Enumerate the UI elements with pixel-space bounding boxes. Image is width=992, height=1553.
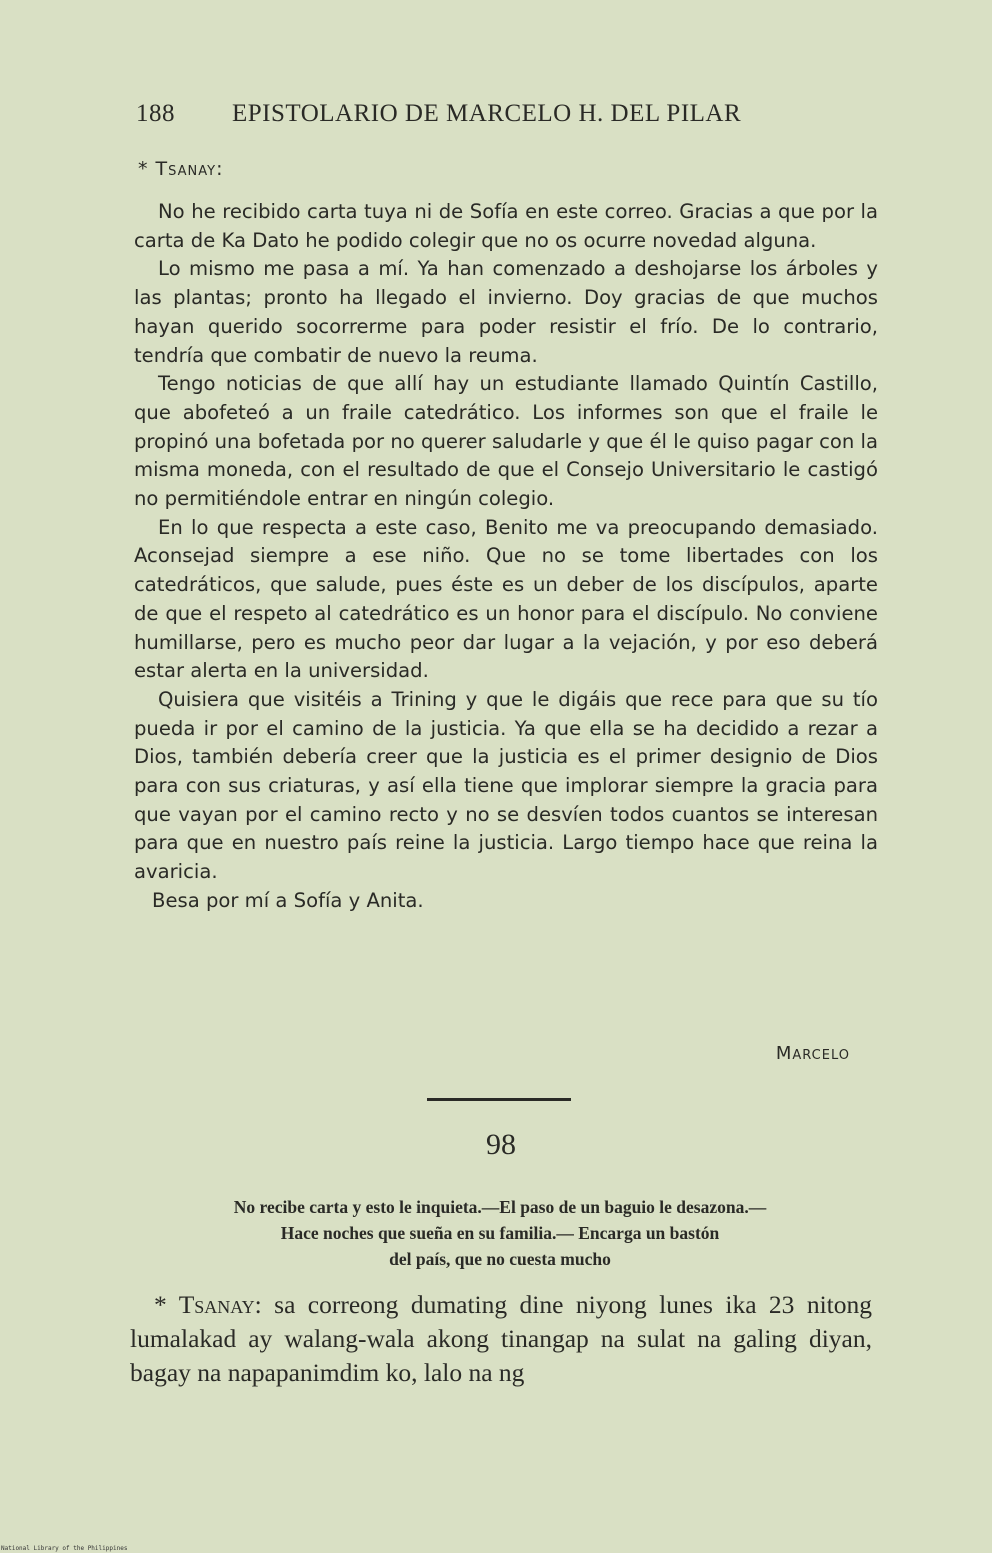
letter-body [134, 198, 878, 916]
letter-salutation: * Tsanay: [138, 158, 224, 180]
letter-paragraph: En lo que respecta a este caso, Benito me va preocupando demasiado. Aconsejad siempre a ese niño. Que no se tome libertades con los catedráticos, que salude, pues éste es un deber de los discípulos, aparte de que el respeto al catedrático es un honor para el discípulo. No conviene humillarse, pero es mucho peor dar lugar a la vejación, y por eso deberá estar alerta en la universidad. [134, 515, 878, 683]
letter-paragraph: No he recibido carta tuya ni de Sofía en este correo. Gracias a que por la carta de Ka Dato he podido colegir que no os ocurre novedad alguna. [134, 200, 878, 252]
letter-number: 98 [486, 1128, 516, 1161]
page-number: 188 [136, 100, 175, 127]
letter-summary [120, 1194, 880, 1272]
running-header [136, 100, 741, 128]
tagalog-letter-body [130, 1288, 872, 1390]
running-title: EPISTOLARIO DE MARCELO H. DEL PILAR [232, 100, 742, 127]
summary-line: del país, que no cuesta mucho [389, 1249, 611, 1269]
library-credit: National Library of the Philippines [1, 1545, 128, 1552]
letter-paragraph: Lo mismo me pasa a mí. Ya han comenzado a deshojarse los árboles y las plantas; pronto ha llegado el invierno. Doy gracias de que muchos hayan querido socorrerme para poder resistir el frío. De lo contrario, tendría que combatir de nuevo la reuma. [134, 257, 878, 367]
letter-paragraph: Tengo noticias de que allí hay un estudiante llamado Quintín Castillo, que abofeteó a un fraile catedrático. Los informes son que el fraile le propinó una bofetada por no querer saludarle y que él le quiso pagar con la misma moneda, con el resultado de que el Consejo Universitario le castigó no permitiéndole entrar en ningún colegio. [134, 372, 878, 511]
section-divider [427, 1098, 571, 1101]
summary-line: No recibe carta y esto le inquieta.—El paso de un baguio le desazona.— [233, 1197, 767, 1217]
tagalog-text: sa correong dumating dine niyong lunes ika 23 nitong lumalakad ay walang-wala akong tinangap na sulat na galing diyan, bagay na napapanimdim ko, lalo na ng [130, 1290, 872, 1387]
tagalog-paragraph [130, 1288, 872, 1390]
letter-paragraph: Quisiera que visitéis a Trining y que le digáis que rece para que su tío pueda ir por el camino de la justicia. Ya que ella se ha decidido a rezar a Dios, también debería creer que la justicia es el primer designio de Dios para con sus criaturas, y así ella tiene que implorar siempre la gracia para que vayan por el camino recto y no se desvíen todos cuantos se interesan para que en nuestro país reine la justicia. Largo tiempo hace que reina la avaricia. [134, 687, 878, 884]
summary-line: Hace noches que sueña en su familia.— Encarga un bastón [280, 1223, 720, 1243]
letter-signature: Marcelo [775, 1043, 850, 1064]
letter-closing: Besa por mí a Sofía y Anita. [152, 888, 424, 912]
tagalog-salutation: * Tsanay: [154, 1290, 262, 1319]
